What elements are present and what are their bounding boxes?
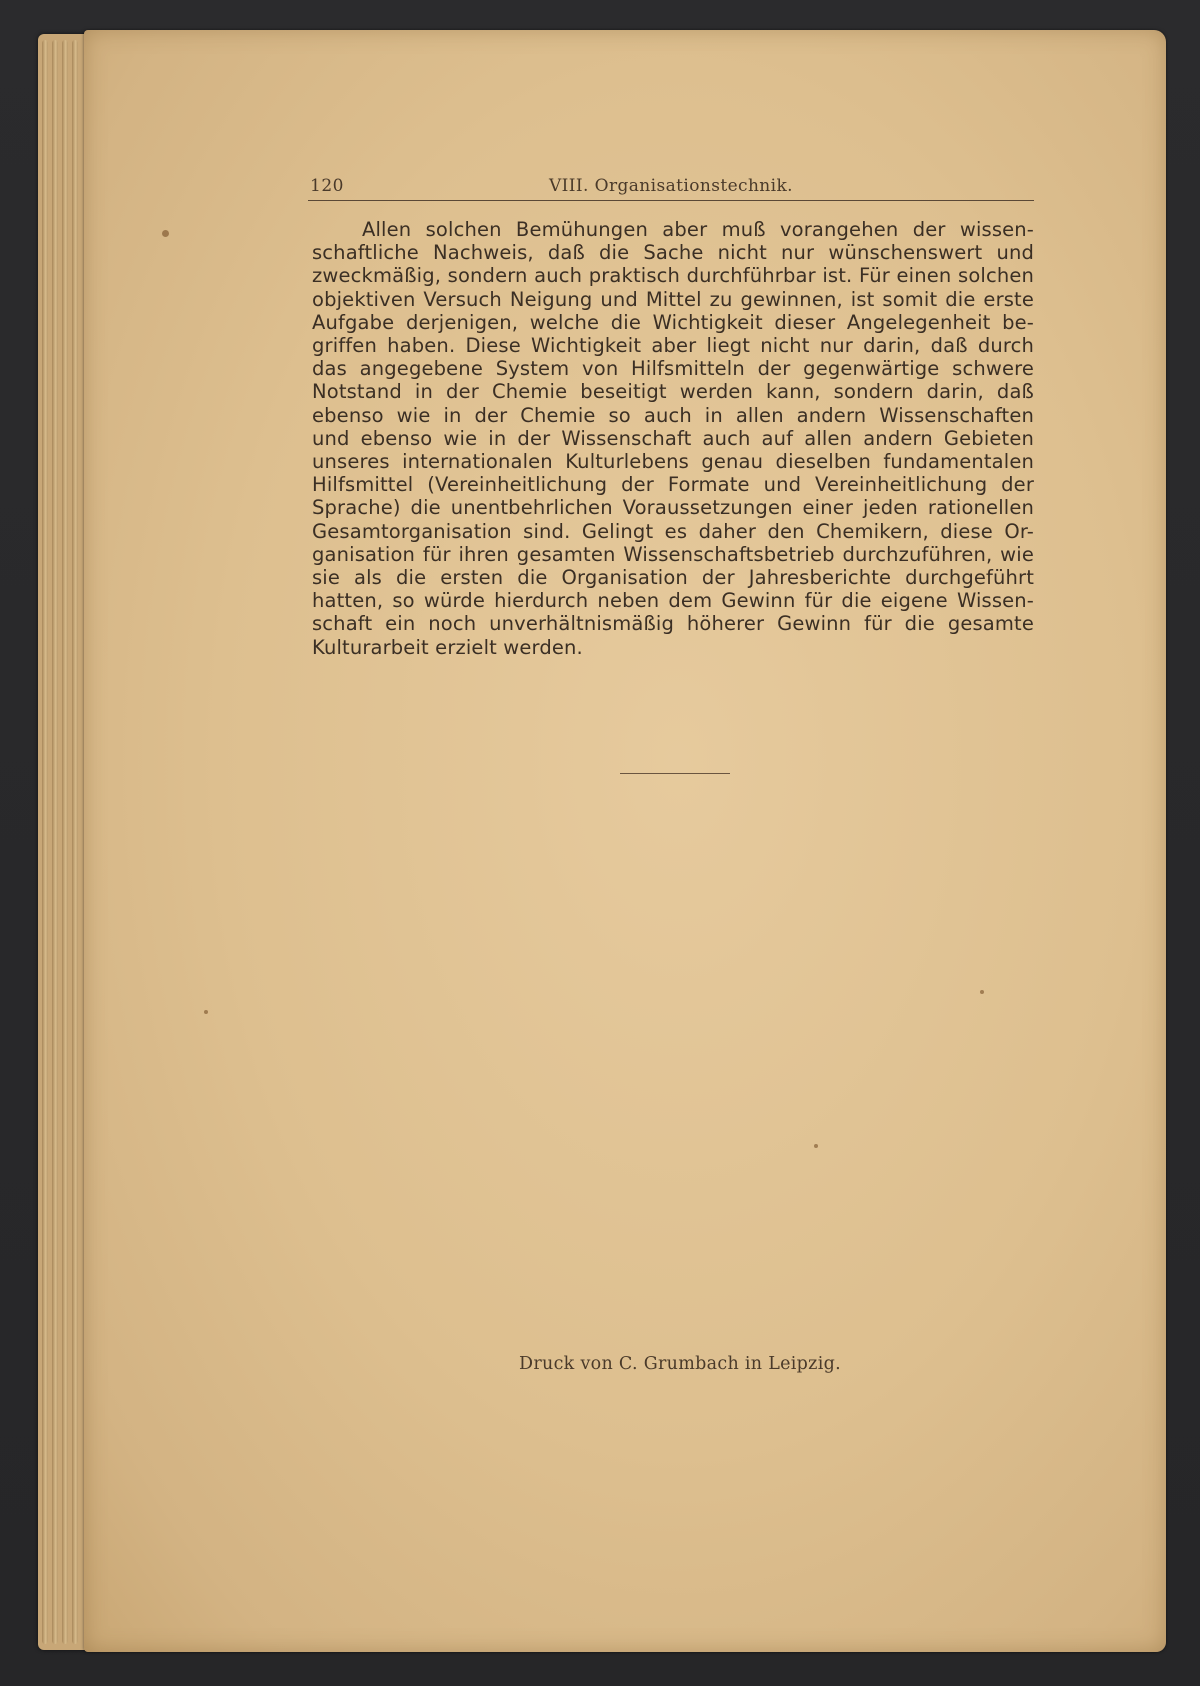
page-edge: [52, 40, 58, 1644]
text-line: unseres internationalen Kulturlebens genau dieselben fundamentalen: [312, 450, 1034, 474]
page-edge: [42, 40, 48, 1644]
text-line: Kulturarbeit erzielt werden.: [312, 635, 583, 659]
text-line: sie als die ersten die Organisation der Jahresberichte durchgeführt: [312, 566, 1034, 590]
text-line: das angegebene System von Hilfsmitteln der gegenwärtige schwere: [312, 357, 1034, 381]
text-line: hatten, so würde hierdurch neben dem Gewinn für die eigene Wissen-: [312, 589, 1034, 613]
text-line: Gesamtorganisation sind. Gelingt es daher den Chemikern, diese Or-: [312, 519, 1034, 543]
text-line: Allen solchen Bemühungen aber muß vorangehen der wissen-: [362, 218, 1034, 241]
text-line: zweckmäßig, sondern auch praktisch durchführbar ist. Für einen solchen: [312, 264, 1034, 288]
foxing-spot: [980, 990, 984, 994]
text-line: Sprache) die unentbehrlichen Voraussetzungen einer jeden rationellen: [312, 496, 1034, 520]
header-rule: [308, 200, 1034, 201]
text-line: schaftliche Nachweis, daß die Sache nicht nur wünschenswert und: [312, 241, 1034, 265]
text-line: objektiven Versuch Neigung und Mittel zu gewinnen, ist somit die erste: [312, 287, 1034, 311]
section-end-rule: [620, 773, 730, 774]
page-edge: [72, 40, 78, 1644]
foxing-spot: [162, 230, 169, 237]
text-line: Hilfsmittel (Vereinheitlichung der Formate und Vereinheitlichung der: [312, 473, 1034, 497]
text-line: Notstand in der Chemie beseitigt werden kann, sondern darin, daß: [312, 380, 1034, 404]
foxing-spot: [204, 1010, 208, 1014]
text-line: ebenso wie in der Chemie so auch in allen andern Wissenschaften: [312, 403, 1034, 427]
text-line: griffen haben. Diese Wichtigkeit aber liegt nicht nur darin, daß durch: [312, 334, 1034, 358]
printer-imprint: Druck von C. Grumbach in Leipzig.: [519, 1354, 841, 1374]
text-line: ganisation für ihren gesamten Wissenschaftsbetrieb durchzuführen, wie: [312, 542, 1034, 566]
page-number: 120: [310, 176, 344, 196]
foxing-spot: [814, 1144, 818, 1148]
text-line: Aufgabe derjenigen, welche die Wichtigkeit dieser Angelegenheit be-: [312, 310, 1034, 334]
text-line: und ebenso wie in der Wissenschaft auch auf allen andern Gebieten: [312, 426, 1034, 450]
running-title: VIII. Organisationstechnik.: [549, 176, 793, 196]
body-paragraph: [312, 218, 1034, 659]
text-line: schaft ein noch unverhältnismäßig höherer Gewinn für die gesamte: [312, 612, 1034, 636]
page-edge: [62, 40, 68, 1644]
